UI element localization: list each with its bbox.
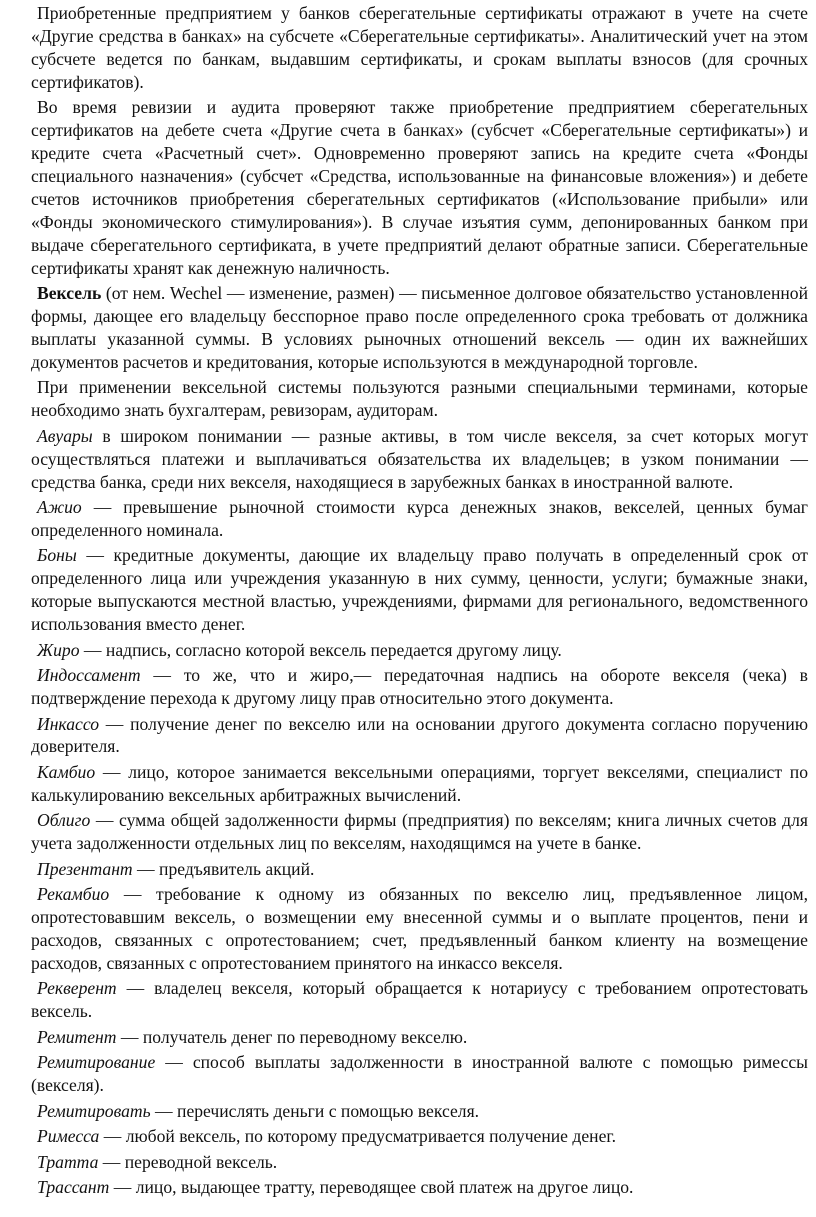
paragraph-text: (от нем. Wechel — изменение, размен) — письменное долговое обязательство установленной формы, дающее его владельцу бесспорное право после определенного срока требовать от должника выплаты указанной суммы. В условиях рыночных отношений вексель — один их важнейших документов расчетов и кредитования, которые используются в международной торговле. [31, 283, 808, 372]
glossary-definition: — сумма общей задолженности фирмы (предприятия) по векселям; книга личных счетов для учета задолженности отдельных лиц по векселям, находящимся на учете в банке. [31, 810, 808, 854]
glossary-definition: — надпись, согласно которой вексель передается другому лицу. [79, 639, 562, 660]
glossary-entry-azhio [31, 496, 808, 542]
glossary-entry-rekambio [31, 883, 808, 975]
glossary-term: Боны [37, 545, 77, 566]
glossary-term: Ремитировать [37, 1100, 151, 1121]
glossary-entry-rimessa [31, 1125, 808, 1148]
glossary-term: Инкассо [37, 713, 99, 734]
glossary-term: Рекамбио [37, 884, 110, 905]
glossary-term: Трассант [37, 1177, 110, 1198]
glossary-definition: — требование к одному из обязанных по векселю лиц, предъявленное лицом, опротестовавшим вексель, о возмещении ему внесенной суммы и о выплате процентов, пени и расходов, связанных с опротестованием; счет, предъявленный банком клиенту на возмещение расходов, связанных с опротестованием принятого на инкассо векселя. [31, 884, 808, 973]
glossary-definition: — любой вексель, по которому предусматривается получение денег. [99, 1126, 617, 1147]
glossary-definition: — получение денег по векселю или на основании другого документа согласно поручению доверителя. [31, 713, 808, 757]
glossary-term: Индоссамент [37, 665, 141, 686]
glossary-entry-obligo [31, 809, 808, 855]
term-veksel: Вексель [37, 283, 102, 304]
glossary-entry-remitirovanie [31, 1051, 808, 1097]
paragraph-text: При применении вексельной системы пользуются разными специальными терминами, которые необходимо знать бухгалтерам, ревизорам, аудиторам. [31, 377, 808, 421]
glossary-entry-tratta [31, 1151, 808, 1174]
glossary-definition: — превышение рыночной стоимости курса денежных знаков, векселей, ценных бумаг определенного номинала. [31, 497, 808, 540]
glossary-term: Ремитент [37, 1026, 117, 1047]
glossary-entry-remitirovat [31, 1100, 808, 1123]
glossary-term: Ремитирование [37, 1052, 156, 1073]
paragraph-text: Приобретенные предприятием у банков сберегательные сертификаты отражают в учете на счете «Другие средства в банках» на субсчете «Сберегательные сертификаты». Аналитический учет на этом субсчете ведется по банкам, выдавшим сертификаты, и срокам выплаты взносов (для срочных сертификатов). [31, 3, 808, 92]
glossary-term: Презентант [37, 858, 133, 879]
paragraph-savings-certificates-accounting [31, 2, 808, 94]
glossary-definition: — лицо, выдающее тратту, переводящее свой платеж на другое лицо. [109, 1177, 634, 1198]
glossary-entry-kambio [31, 761, 808, 807]
glossary-definition: — лицо, которое занимается вексельными операциями, торгует векселями, специалист по калькулированию вексельных арбитражных вычислений. [31, 761, 808, 805]
glossary-definition: — владелец векселя, который обращается к нотариусу с требованием опротестовать вексель. [31, 978, 808, 1022]
glossary-term: Камбио [37, 761, 96, 782]
glossary-entry-bony [31, 544, 808, 636]
glossary-term: Облиго [37, 810, 91, 831]
paragraph-audit-of-certificates [31, 96, 808, 279]
glossary-term: Рекверент [37, 978, 117, 999]
glossary-definition: — получатель денег по переводному векселю. [116, 1026, 468, 1047]
glossary-term: Авуары [37, 425, 93, 446]
paragraph-text: Во время ревизии и аудита проверяют также приобретение предприятием сберегательных сертификатов на дебете счета «Другие счета в банках» (субсчет «Сберегательные сертификаты») и кредите счета «Расчетный счет». Одновременно проверяют запись на кредите счета «Фонды специального назначения» (субсчет «Средства, использованные на финансовые вложения») и дебете счетов источников приобретения сберегательных сертификатов («Использование прибыли» или «Фонды экономического стимулирования»). В случае изъятия сумм, депонированных банком при выдаче сберегательного сертификата, в учете предприятий делают обратные записи. Сберегательные сертификаты хранят как денежную наличность. [31, 97, 808, 278]
glossary-definition: — предъявитель акций. [132, 858, 315, 879]
glossary-entry-remitent [31, 1026, 808, 1049]
glossary-definition: — способ выплаты задолженности в иностранной валюте с помощью римессы (векселя). [31, 1052, 808, 1096]
glossary-entry-prezentant [31, 858, 808, 881]
glossary-definition: в широком понимании — разные активы, в том числе векселя, за счет которых могут осуществляться платежи и выплачиваться обязательства их владельцев; в узком понимании — средства банка, среди них векселя, находящиеся в зарубежных банках в иностранной валюте. [31, 425, 808, 492]
glossary-term: Римесса [37, 1126, 100, 1147]
glossary-definition: — переводной вексель. [98, 1151, 278, 1172]
glossary-entry-trassant [31, 1176, 808, 1199]
glossary-entry-rekverent [31, 977, 808, 1023]
paragraph-terms-intro [31, 376, 808, 422]
glossary-term: Тратта [37, 1151, 99, 1172]
glossary-entry-avuary [31, 425, 808, 494]
glossary-entry-indossament [31, 664, 808, 710]
glossary-term: Ажио [37, 497, 82, 517]
glossary-entry-zhiro [31, 639, 808, 662]
glossary-definition: — кредитные документы, дающие их владельцу право получать в определенный срок от определенного лица или учреждения указанную в них сумму, ценности, услуги; бумажные знаки, которые выпускаются местной властью, учреждениями, фирмами для регионального, ведомственного использования вместо денег. [31, 545, 808, 635]
glossary-entry-inkasso [31, 713, 808, 759]
glossary-term: Жиро [37, 639, 80, 660]
glossary-definition: — перечислять деньги с помощью векселя. [150, 1100, 480, 1121]
glossary-definition: — то же, что и жиро,— передаточная надпись на обороте векселя (чека) в подтверждение перехода к другому лицу прав относительно этого документа. [31, 665, 808, 709]
paragraph-veksel-definition [31, 282, 808, 374]
